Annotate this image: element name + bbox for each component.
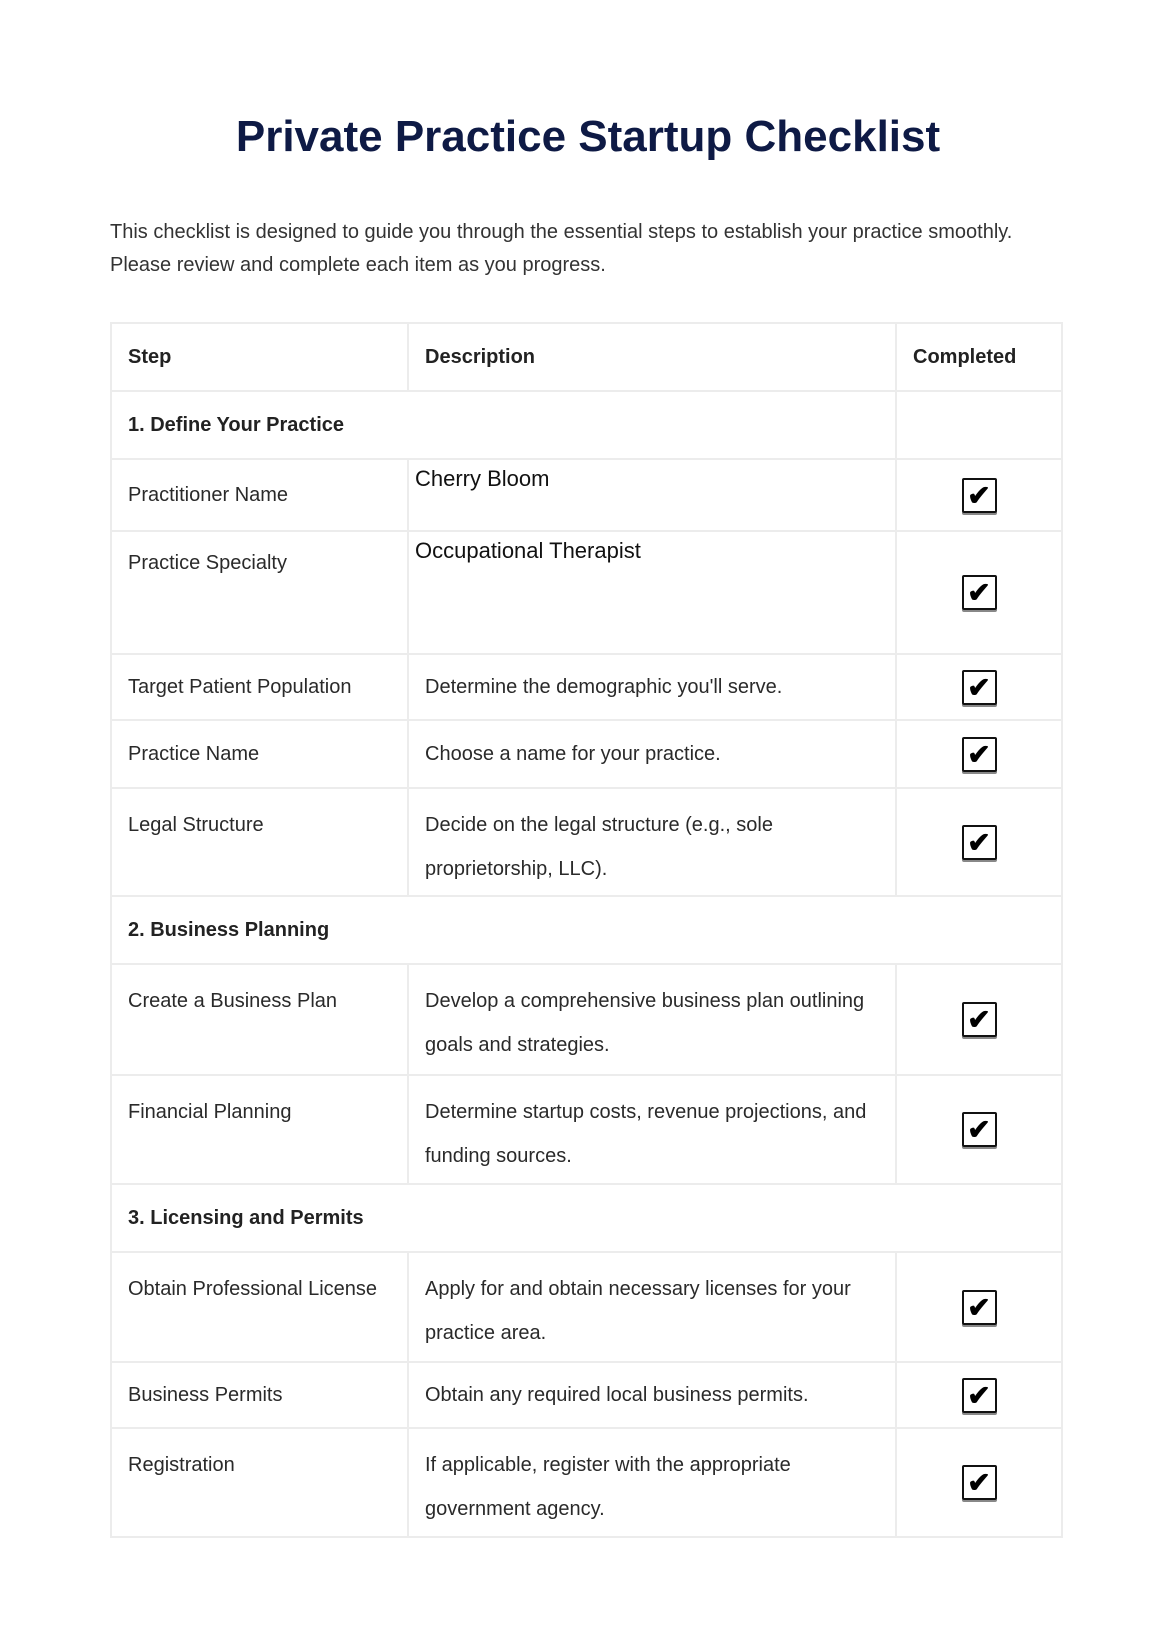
completed-cell [896, 788, 1062, 896]
table-row [111, 1075, 1062, 1184]
table-row [111, 1428, 1062, 1537]
description-cell: If applicable, register with the appropriate government agency. [408, 1428, 896, 1537]
checkbox-checked-icon[interactable]: ✔ [962, 1290, 997, 1325]
section-title: 2. Business Planning [111, 896, 1062, 964]
checkbox-checked-icon[interactable]: ✔ [962, 1378, 997, 1413]
completed-cell [896, 964, 1062, 1075]
completed-cell [896, 1075, 1062, 1184]
checkbox-checked-icon[interactable]: ✔ [962, 825, 997, 860]
description-cell: Develop a comprehensive business plan outlining goals and strategies. [408, 964, 896, 1075]
completed-cell [896, 531, 1062, 654]
table-row [111, 1362, 1062, 1428]
table-row [111, 964, 1062, 1075]
header-description: Description [408, 323, 896, 391]
step-cell: Legal Structure [111, 788, 408, 896]
checkbox-checked-icon[interactable]: ✔ [962, 1112, 997, 1147]
completed-cell [896, 459, 1062, 531]
description-cell: Decide on the legal structure (e.g., sole proprietorship, LLC). [408, 788, 896, 896]
step-cell: Target Patient Population [111, 654, 408, 720]
description-cell: Obtain any required local business permits. [408, 1362, 896, 1428]
checkbox-checked-icon[interactable]: ✔ [962, 1465, 997, 1500]
checkbox-checked-icon[interactable]: ✔ [962, 575, 997, 610]
table-row [111, 1252, 1062, 1362]
checklist-table [110, 322, 1063, 1538]
checkbox-checked-icon[interactable]: ✔ [962, 478, 997, 513]
step-cell: Practitioner Name [111, 459, 408, 531]
table-header-row [111, 323, 1062, 391]
header-completed: Completed [896, 323, 1062, 391]
page-title: Private Practice Startup Checklist [235, 112, 941, 161]
step-cell: Registration [111, 1428, 408, 1537]
filled-value-cell[interactable]: Cherry Bloom [408, 459, 896, 531]
checkbox-checked-icon[interactable]: ✔ [962, 737, 997, 772]
table-row [111, 531, 1062, 654]
table-row [111, 788, 1062, 896]
checkbox-checked-icon[interactable]: ✔ [962, 670, 997, 705]
table-row [111, 459, 1062, 531]
step-cell: Practice Specialty [111, 531, 408, 654]
completed-cell [896, 1362, 1062, 1428]
completed-cell [896, 654, 1062, 720]
completed-cell [896, 1428, 1062, 1537]
step-cell: Create a Business Plan [111, 964, 408, 1075]
intro-text: This checklist is designed to guide you through the essential steps to establish your practice smoothly. Please review and complete each item as you progress. [110, 221, 1013, 276]
section-title: 3. Licensing and Permits [111, 1184, 1062, 1252]
step-cell: Business Permits [111, 1362, 408, 1428]
section-row [111, 1184, 1062, 1252]
step-cell: Financial Planning [111, 1075, 408, 1184]
header-step: Step [111, 323, 408, 391]
section-row [111, 896, 1062, 964]
completed-cell [896, 1252, 1062, 1362]
section-title: 1. Define Your Practice [111, 391, 896, 459]
filled-value-cell[interactable]: Occupational Therapist [408, 531, 896, 654]
table-row [111, 654, 1062, 720]
table-row [111, 720, 1062, 788]
section-row [111, 391, 1062, 459]
step-cell: Practice Name [111, 720, 408, 788]
step-cell: Obtain Professional License [111, 1252, 408, 1362]
description-cell: Choose a name for your practice. [408, 720, 896, 788]
description-cell: Apply for and obtain necessary licenses for your practice area. [408, 1252, 896, 1362]
section-empty-cell [896, 391, 1062, 459]
description-cell: Determine startup costs, revenue projections, and funding sources. [408, 1075, 896, 1184]
checkbox-checked-icon[interactable]: ✔ [962, 1002, 997, 1037]
description-cell: Determine the demographic you'll serve. [408, 654, 896, 720]
completed-cell [896, 720, 1062, 788]
